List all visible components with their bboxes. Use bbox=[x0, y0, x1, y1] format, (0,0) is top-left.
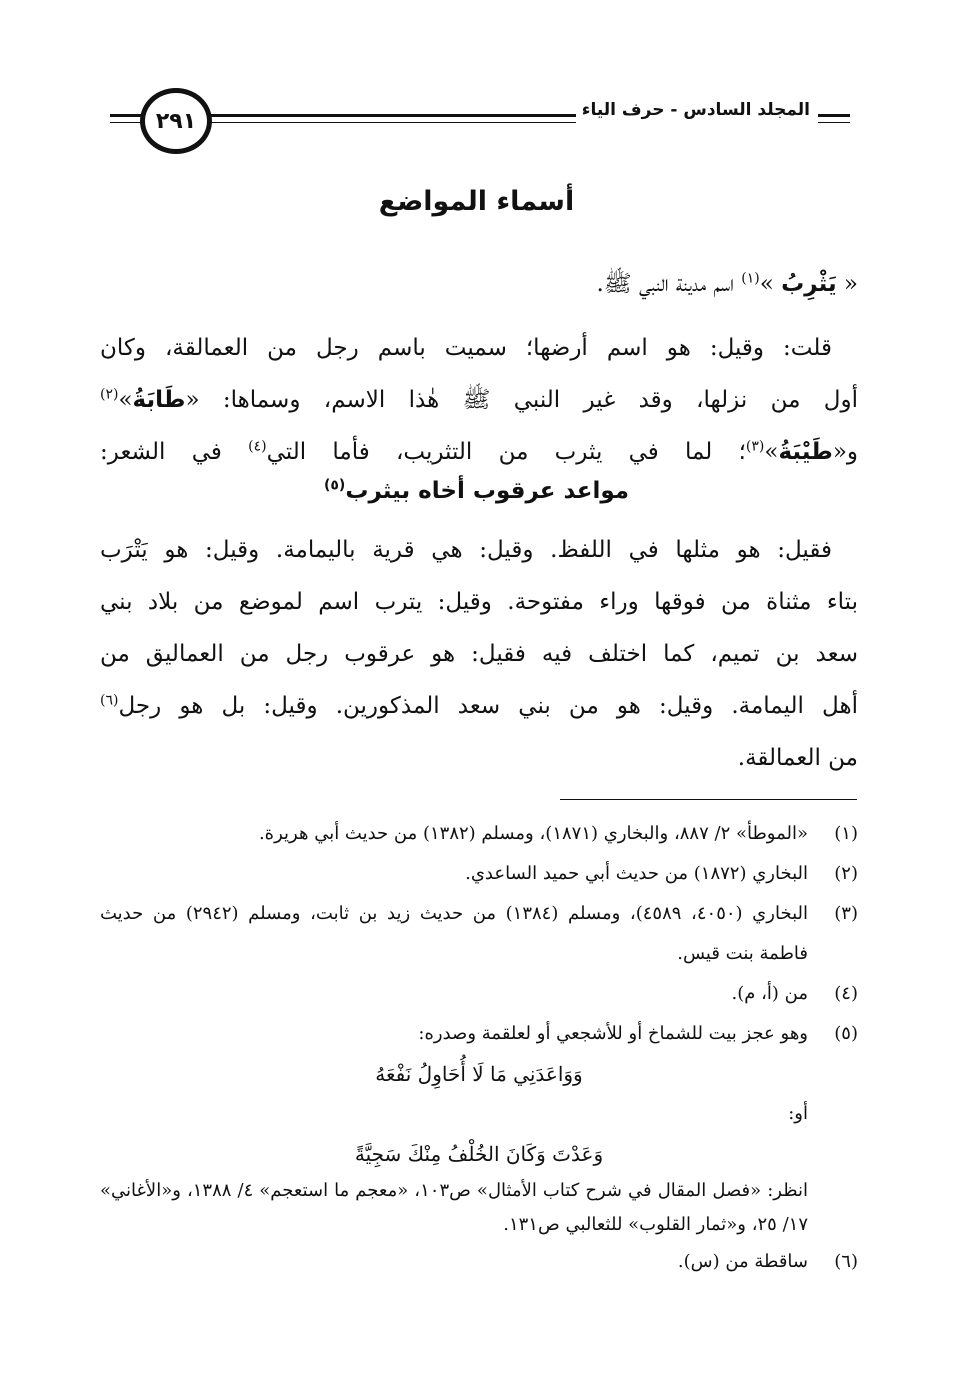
para1-open-quote: و« bbox=[832, 439, 859, 465]
footnote-separator bbox=[560, 799, 857, 800]
footnote-3 bbox=[100, 894, 858, 974]
footnote-text: من (أ، م). bbox=[731, 983, 808, 1004]
footnote-ref-6[interactable]: (٦) bbox=[100, 692, 119, 709]
para1-line-3-text: ؛ لما في يثرب من التثريب، فأما التي bbox=[266, 439, 746, 465]
footnote-1 bbox=[100, 814, 858, 854]
footnote-number: (٤) bbox=[834, 983, 858, 1004]
footnote-ref-1[interactable]: (١) bbox=[741, 270, 760, 287]
header-rule-right-top bbox=[206, 114, 576, 117]
footnote-4 bbox=[100, 974, 858, 1014]
para2-line-3 bbox=[100, 628, 858, 680]
header-rule-right-bottom bbox=[206, 122, 576, 123]
para2-line-2-text: بتاء مثناة من فوقها وراء مفتوحة. وقيل: يترب اسم لموضع من بلاد بني bbox=[100, 589, 858, 615]
footnotes bbox=[100, 814, 858, 1282]
header-rule-far-right bbox=[818, 114, 850, 117]
page-header bbox=[110, 88, 850, 158]
footnote-number: (٣) bbox=[834, 903, 858, 924]
para2-line-3-text: سعد بن تميم، كما اختلف فيه فقيل: هو عرقوب رجل من العماليق من bbox=[100, 641, 858, 667]
footnote-2 bbox=[100, 854, 858, 894]
para2-line-1-text: فقيل: هو مثلها في اللفظ. وقيل: هي قرية باليمامة. وقيل: هو يَتْرَب bbox=[100, 537, 832, 563]
footnote-number: (٥) bbox=[834, 1023, 858, 1044]
footnote-5-verse-2: وَعَدْتَ وَكَانَ الخُلْفُ مِنْكَ سَجِيَّةً bbox=[354, 1142, 604, 1166]
verse-text: مواعد عرقوب أخاه بيثرب bbox=[345, 478, 630, 504]
paragraph-1 bbox=[100, 322, 858, 478]
footnote-5-sources-text: انظر: «فصل المقال في شرح كتاب الأمثال» ص١٠٣، «معجم ما استعجم» ٤/ ١٣٨٨، و«الأغاني» ١٧/ ٢٥، و«ثمار القلوب» للثعالبي ص١٣١. bbox=[100, 1180, 808, 1235]
footnote-number: (٦) bbox=[834, 1251, 858, 1272]
chapter-title: أسماء المواضع bbox=[378, 186, 575, 217]
footnote-5-verse-1: وَوَاعَدَنِي مَا لَا أُحَاوِلُ نَفْعَهُ bbox=[375, 1062, 583, 1086]
running-title: المجلد السادس - حرف الياء bbox=[581, 100, 810, 120]
para1-close-quote-2: » bbox=[764, 439, 779, 465]
name-taba: طَابَةُ bbox=[132, 387, 186, 413]
entry-open-quote: « bbox=[843, 271, 858, 297]
page-number-badge bbox=[140, 88, 212, 154]
footnote-text: البخاري (٤٠٥٠، ٤٥٨٩)، ومسلم (١٣٨٤) من حديث زيد بن ثابت، ومسلم (٢٩٤٢) من حديث فاطمة بنت قيس. bbox=[100, 903, 808, 964]
para2-line-1 bbox=[100, 524, 858, 576]
footnote-ref-3[interactable]: (٣) bbox=[745, 438, 765, 455]
para2-line-4-text: أهل اليمامة. وقيل: هو من بني سعد المذكورين. وقيل: بل هو رجل bbox=[118, 693, 858, 719]
footnote-number: (١) bbox=[834, 823, 858, 844]
paragraph-2 bbox=[100, 524, 858, 784]
para1-line-3-end: في الشعر: bbox=[100, 439, 222, 465]
footnote-text: «الموطأ» ٢/ ٨٨٧، والبخاري (١٨٧١)، ومسلم (١٣٨٢) من حديث أبي هريرة. bbox=[258, 823, 808, 844]
footnote-5-sources bbox=[100, 1174, 858, 1242]
para1-line-3 bbox=[100, 426, 858, 478]
para2-line-2 bbox=[100, 576, 858, 628]
para1-close-quote: » bbox=[118, 387, 133, 413]
name-tayba: طَيْبَةُ bbox=[778, 439, 833, 465]
entry-headword: يَثْرِبُ bbox=[781, 271, 837, 297]
verse-line bbox=[0, 478, 953, 504]
entry-close-quote: » bbox=[759, 271, 774, 297]
footnote-5-or-text: أو: bbox=[788, 1103, 808, 1124]
entry-line bbox=[100, 258, 858, 310]
para2-line-4 bbox=[100, 680, 858, 732]
para2-line-5-text: من العمالقة. bbox=[737, 745, 858, 771]
footnote-text: وهو عجز بيت للشماخ أو للأشجعي أو لعلقمة وصدره: bbox=[418, 1023, 808, 1044]
para1-line-1 bbox=[100, 322, 858, 374]
footnote-text: البخاري (١٨٧٢) من حديث أبي حميد الساعدي. bbox=[465, 863, 808, 884]
page-number: ٢٩١ bbox=[155, 108, 197, 134]
para1-line-1-text: قلت: وقيل: هو اسم أرضها؛ سميت باسم رجل من العمالقة، وكان bbox=[100, 335, 832, 361]
para2-line-5 bbox=[100, 732, 858, 784]
footnote-5-or bbox=[100, 1094, 858, 1134]
footnote-number: (٢) bbox=[834, 863, 858, 884]
footnote-text: ساقطة من (س). bbox=[677, 1251, 808, 1272]
footnote-ref-4[interactable]: (٤) bbox=[248, 438, 267, 455]
footnote-ref-5[interactable]: (٥) bbox=[323, 477, 346, 494]
para1-line-2-text: أول من نزلها، وقد غير النبي ﷺ هٰذا الاسم، وسماها: « bbox=[185, 387, 858, 413]
footnote-6 bbox=[100, 1242, 858, 1282]
entry-text: اسم مدينة النبي ﷺ. bbox=[596, 271, 734, 297]
footnote-ref-2[interactable]: (٢) bbox=[100, 386, 119, 403]
footnote-5 bbox=[100, 1014, 858, 1054]
header-rule-far-right-bottom bbox=[818, 122, 850, 123]
para1-line-2 bbox=[100, 374, 858, 426]
